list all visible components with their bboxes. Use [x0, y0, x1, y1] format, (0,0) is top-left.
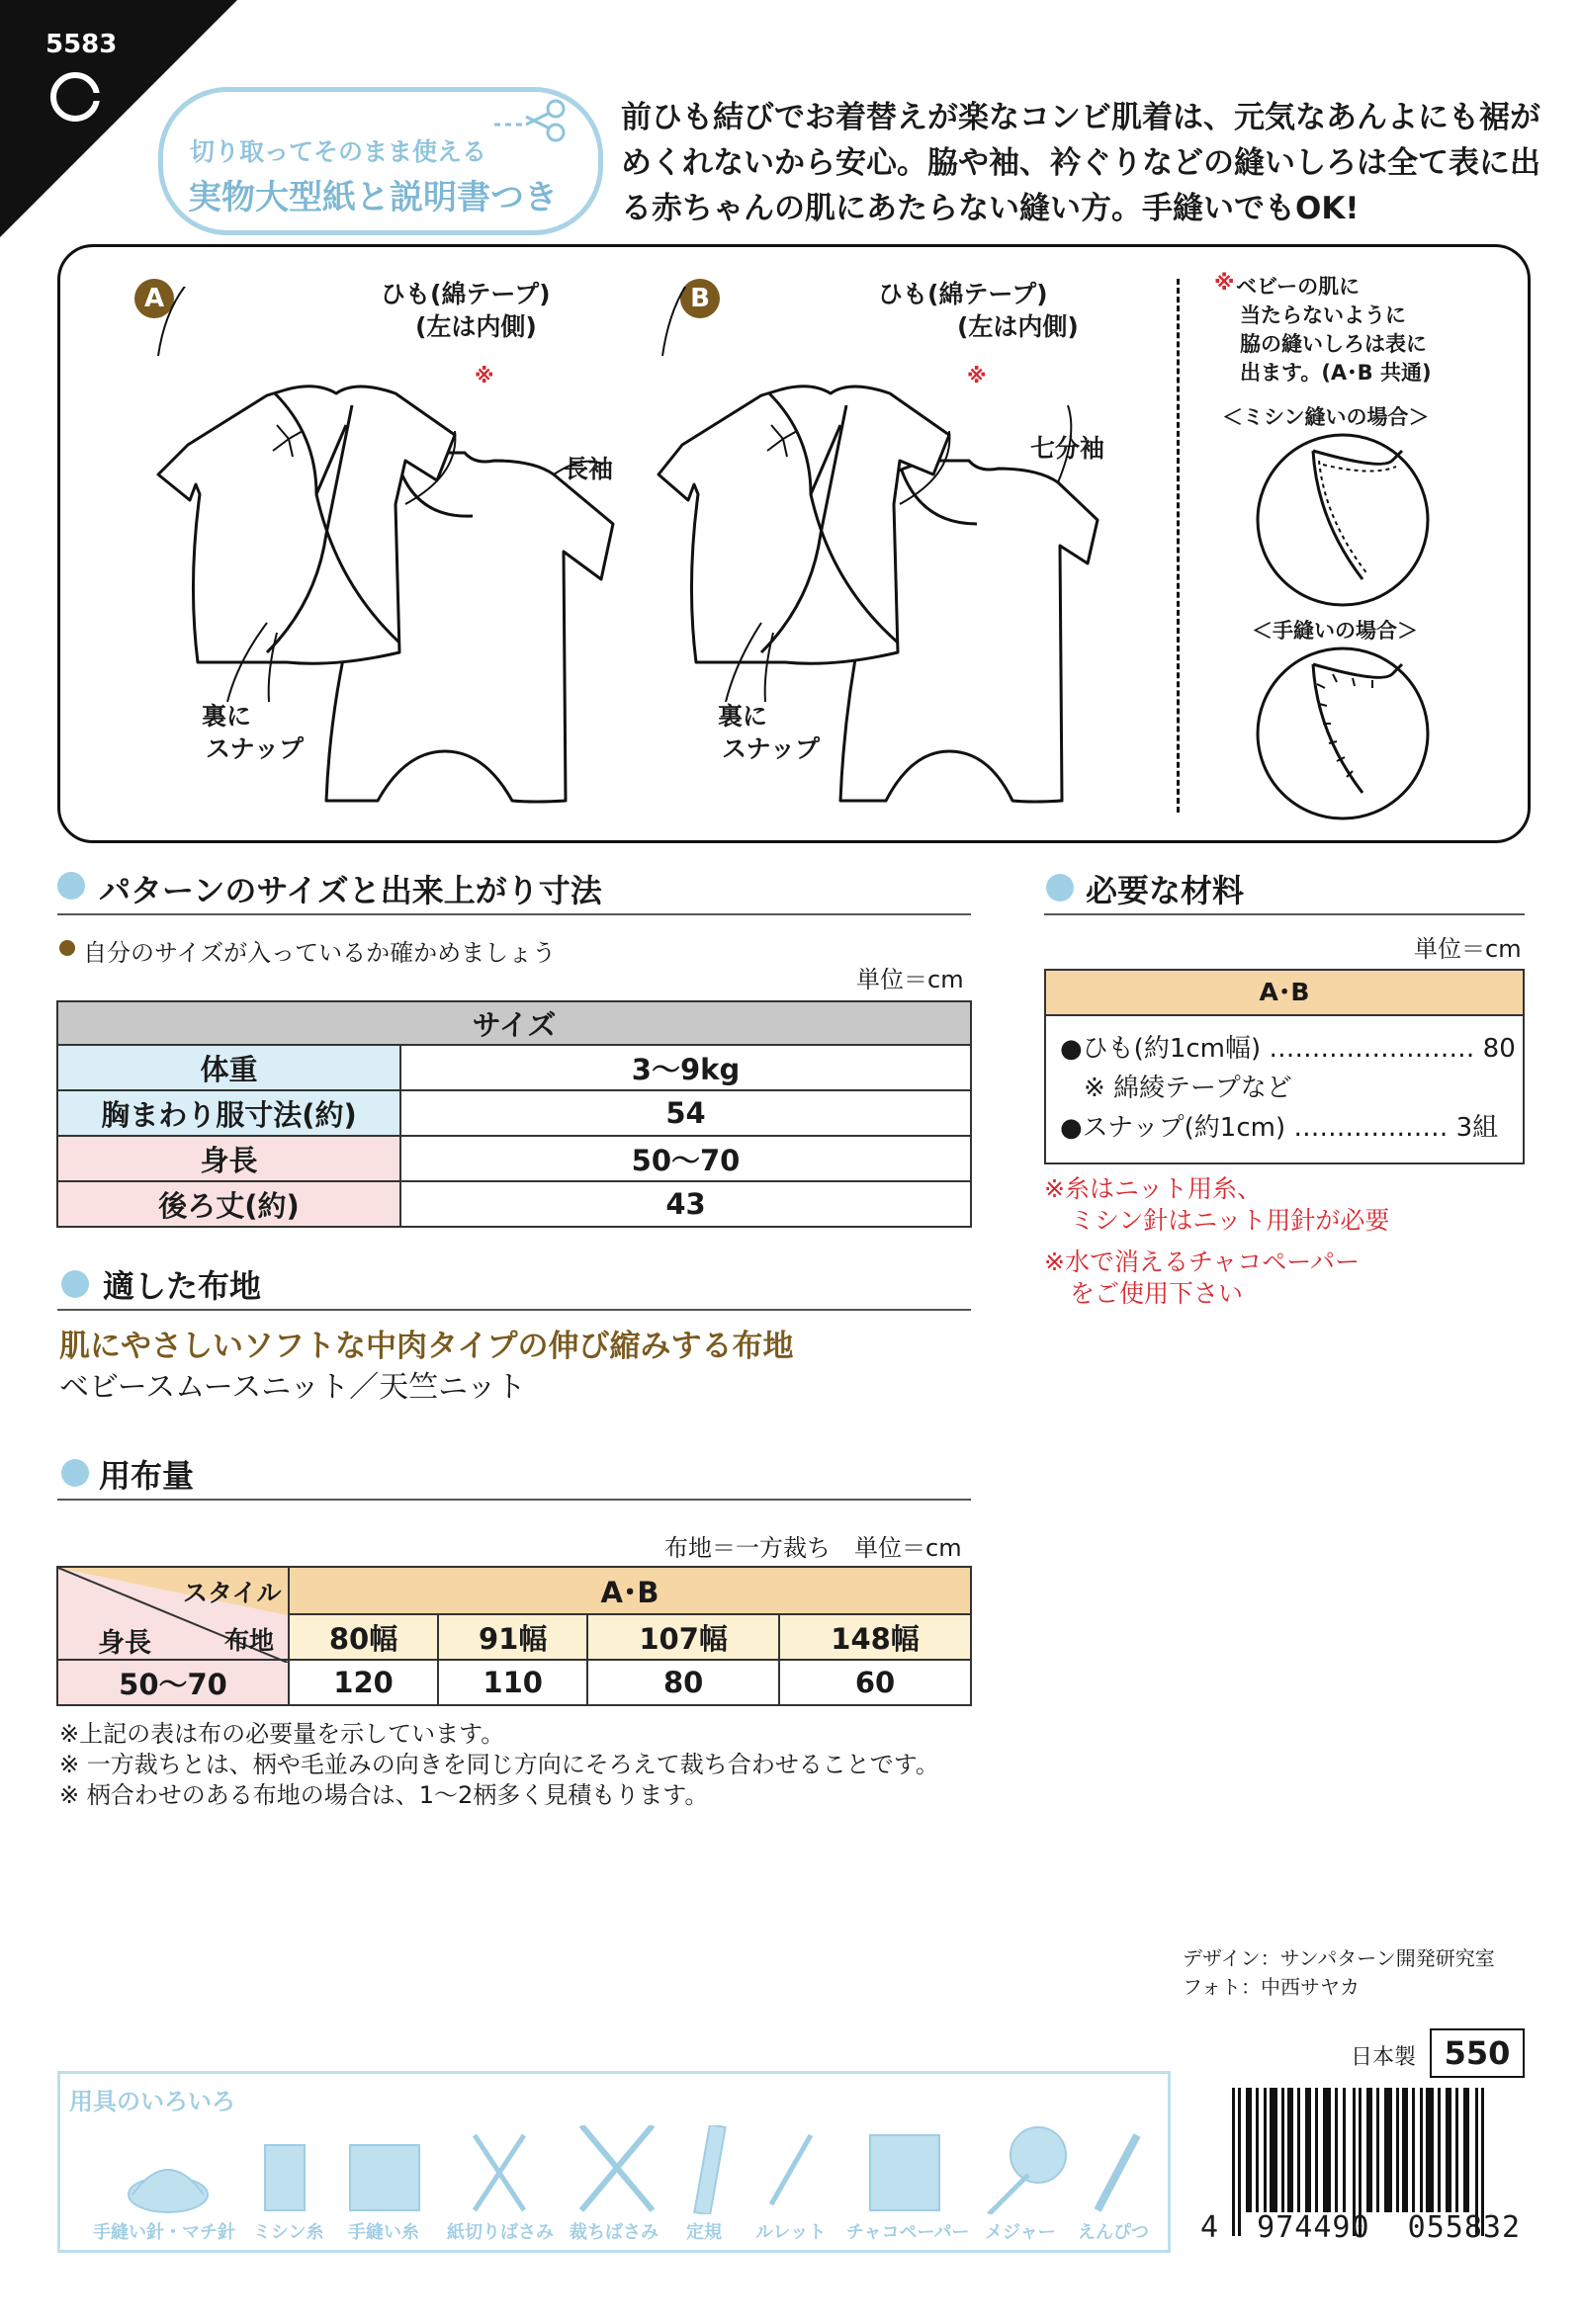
style-b-snap-line2: スナップ: [722, 734, 821, 763]
yardage-heading-dot: [61, 1459, 89, 1487]
credit-photo: フォト：中西サヤカ: [1183, 1975, 1360, 1999]
tool-label-paper-scissors: 紙切りばさみ: [447, 2222, 554, 2243]
style-a-tie-sub: (左は内側): [415, 312, 537, 341]
size-row-value: 54: [400, 1090, 971, 1136]
product-code: 5583: [45, 30, 118, 59]
yardage-value: 110: [438, 1660, 587, 1705]
tools-title: 用具のいろいろ: [69, 2088, 235, 2115]
machine-sewing-label: ＜ミシン縫いの場合＞: [1222, 405, 1430, 429]
size-table: [56, 1000, 972, 1228]
tool-label-machine-thread: ミシン糸: [253, 2222, 324, 2243]
style-b-sleeve-label: 七分袖: [1030, 434, 1105, 463]
size-bullet-text: 自分のサイズが入っているか確かめましょう: [83, 939, 557, 967]
seam-note-line2: 当たらないように: [1240, 303, 1406, 327]
tool-label-tracing-wheel: ルレット: [755, 2222, 827, 2243]
yardage-value: 120: [289, 1660, 438, 1705]
material-red-note2-line2: をご使用下さい: [1070, 1279, 1244, 1308]
width-header: 80幅: [289, 1614, 438, 1660]
materials-heading: 必要な材料: [1086, 872, 1245, 909]
fabric-types: ベビースムースニット／天竺ニット: [59, 1370, 526, 1405]
tool-label-needles: 手縫い針・マチ針: [93, 2222, 235, 2243]
tool-label-chalk-paper: チャコペーパー: [846, 2222, 970, 2243]
width-header: 107幅: [587, 1614, 779, 1660]
yardage-heading-rule: [57, 1499, 971, 1501]
made-in-label: 日本製: [1351, 2045, 1417, 2070]
tool-label-fabric-scissors: 裁ちばさみ: [570, 2222, 659, 2243]
style-a-snap-line1: 裏に: [202, 702, 252, 731]
corner-style-label: スタイル: [183, 1579, 282, 1607]
style-a-badge: A: [134, 279, 174, 318]
materials-heading-dot: [1046, 874, 1074, 902]
size-row-label: 胸まわり服寸法(約): [57, 1090, 400, 1136]
seam-note-mark: ※: [1214, 271, 1235, 295]
size-heading-dot: [57, 872, 85, 900]
tool-label-hand-thread: 手縫い糸: [348, 2222, 419, 2243]
size-row-value: 43: [400, 1181, 971, 1227]
yardage-value: 60: [779, 1660, 971, 1705]
badge-line1: 切り取ってそのまま使える: [190, 137, 487, 166]
hand-seam-detail: [1254, 645, 1432, 822]
material-item-snap: ●スナップ(約1cm) ……………… 3組: [1060, 1113, 1499, 1143]
garment-b-drawing: [653, 287, 1117, 820]
yardage-value: 80: [587, 1660, 779, 1705]
size-bullet-dot: [59, 940, 75, 956]
size-row-label: 後ろ丈(約): [57, 1181, 400, 1227]
machine-seam-detail: [1254, 431, 1432, 609]
width-header: 91幅: [438, 1614, 587, 1660]
style-b-tie-label: ひも(綿テープ): [878, 280, 1048, 308]
illustration-divider: [1177, 279, 1180, 813]
tool-label-pencil: えんぴつ: [1078, 2222, 1149, 2243]
seam-note-line4: 出ます。(A･B 共通): [1240, 361, 1432, 385]
corner-height-label: 身長: [98, 1628, 151, 1659]
fabric-highlight: 肌にやさしいソフトな中肉タイプの伸び縮みする布地: [59, 1329, 794, 1364]
yardage-style-header: A･B: [289, 1567, 971, 1614]
size-unit: 単位＝cm: [856, 966, 964, 993]
scissors-icon: [494, 95, 573, 144]
style-a-sleeve-label: 長袖: [564, 455, 614, 483]
style-a-tie-label: ひも(綿テープ): [381, 280, 551, 308]
yardage-heading: 用布量: [99, 1457, 195, 1495]
yardage-note: ※ 柄合わせのある布地の場合は、1〜2柄多く見積もります。: [59, 1781, 709, 1809]
badge-line2: 実物大型紙と説明書つき: [188, 178, 558, 217]
yardage-note: ※ 一方裁ちとは、柄や毛並みの向きを同じ方向にそろえて裁ち合わせることです。: [59, 1751, 939, 1778]
barcode-number: 4 974490 055832: [1200, 2210, 1522, 2245]
yardage-unit-note: 布地＝一方裁ち 単位＝cm: [664, 1534, 962, 1562]
size-row-label: 身長: [57, 1136, 400, 1181]
yardage-table: [56, 1566, 972, 1706]
yardage-note: ※上記の表は布の必要量を示しています。: [59, 1720, 505, 1748]
seam-note-line3: 脇の縫いしろは表に: [1240, 332, 1427, 356]
materials-heading-rule: [1044, 913, 1525, 915]
brand-logo-icon: [47, 69, 103, 125]
tool-label-tape-measure: メジャー: [985, 2222, 1056, 2243]
intro-text: 前ひも結びでお着替えが楽なコンビ肌着は、元気なあんよにも裾がめくれないから安心。脇や袖、衿ぐりなどの縫いしろは全て表に出る赤ちゃんの肌にあたらない縫い方。手縫いでもOK!: [621, 100, 1540, 226]
material-item-tie: ●ひも(約1cm幅) …………………… 80: [1060, 1034, 1516, 1064]
material-item-tie-note: ※ 綿綾テープなど: [1084, 1074, 1292, 1103]
width-header: 148幅: [779, 1614, 971, 1660]
material-red-note2-line1: ※水で消えるチャコペーパー: [1044, 1248, 1360, 1276]
yardage-corner-cell: [57, 1567, 289, 1660]
style-b-snap-line1: 裏に: [718, 702, 768, 731]
style-b-mark: ※: [967, 364, 987, 387]
style-a-snap-line2: スナップ: [206, 734, 305, 763]
fabric-heading-dot: [61, 1270, 89, 1298]
garment-a-drawing: [119, 287, 633, 820]
size-heading-rule: [57, 913, 971, 915]
fabric-heading-rule: [57, 1309, 971, 1311]
material-red-note1-line2: ミシン針はニット用針が必要: [1070, 1206, 1390, 1235]
seam-note-line1: ベビーの肌に: [1236, 275, 1361, 299]
materials-table-header: A･B: [1044, 969, 1525, 1016]
price-box: 550: [1430, 2028, 1525, 2078]
size-row-value: 3〜9kg: [400, 1045, 971, 1090]
style-b-badge: B: [680, 279, 720, 318]
size-heading: パターンのサイズと出来上がり寸法: [99, 872, 602, 909]
size-table-header: サイズ: [57, 1001, 971, 1045]
materials-unit: 単位＝cm: [1414, 935, 1522, 963]
size-row-value: 50〜70: [400, 1136, 971, 1181]
tools-icons: [119, 2125, 1147, 2214]
fabric-heading: 適した布地: [103, 1267, 262, 1305]
hand-sewing-label: ＜手縫いの場合＞: [1252, 619, 1418, 643]
style-a-mark: ※: [475, 364, 494, 387]
credit-design: デザイン：サンパターン開発研究室: [1183, 1946, 1495, 1970]
size-row-label: 体重: [57, 1045, 400, 1090]
yardage-row-label: 50〜70: [57, 1660, 289, 1705]
material-red-note1-line1: ※糸はニット用糸、: [1044, 1174, 1262, 1203]
style-b-tie-sub: (左は内側): [957, 312, 1079, 341]
corner-fabric-label: 布地: [224, 1626, 275, 1655]
tool-label-ruler: 定規: [686, 2222, 722, 2243]
